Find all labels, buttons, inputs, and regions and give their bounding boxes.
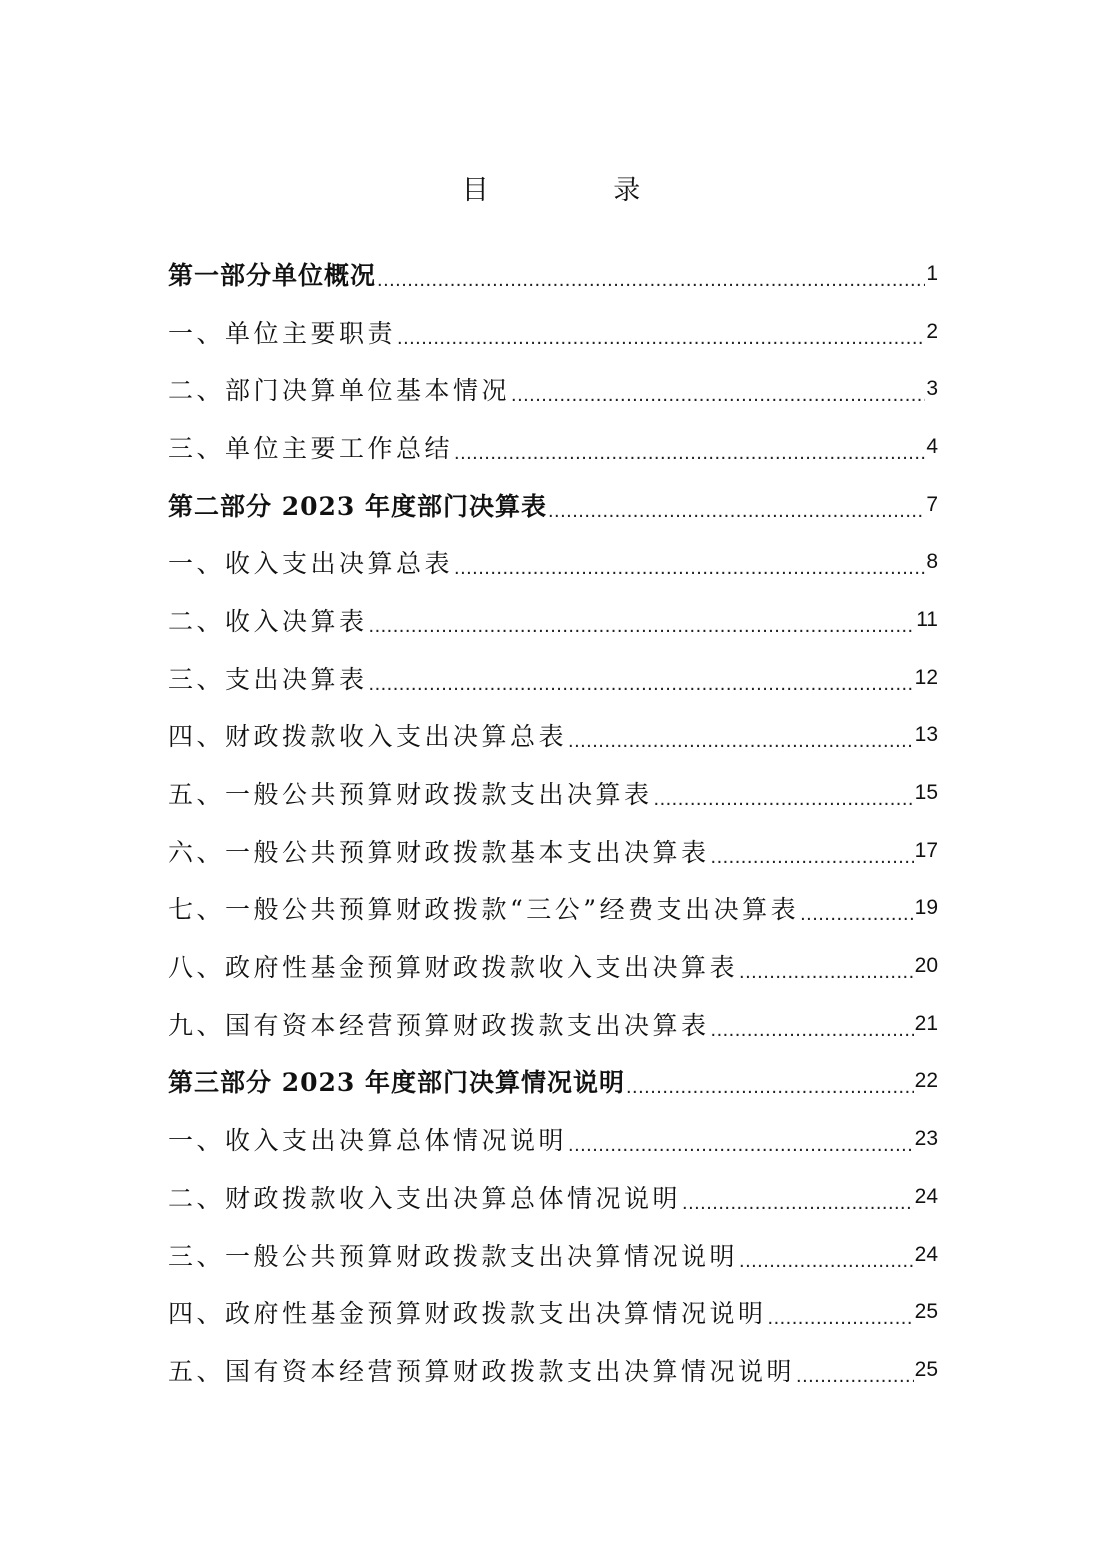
- toc-page-number: 11: [916, 607, 938, 631]
- dot-leader: [739, 962, 914, 982]
- toc-entry-label: 八、政府性基金预算财政拨款收入支出决算表: [168, 953, 739, 983]
- toc-entry[interactable]: [168, 476, 938, 534]
- toc-entry[interactable]: [168, 937, 938, 995]
- toc-entry-label: 四、财政拨款收入支出决算总表: [168, 722, 568, 752]
- toc-page-number: 15: [914, 781, 938, 805]
- toc-entry-label: 第三部分 2023 年度部门决算情况说明: [168, 1068, 625, 1098]
- toc-entry[interactable]: [168, 995, 938, 1053]
- toc-entry-label: 七、一般公共预算财政拨款“三公”经费支出决算表: [168, 895, 800, 925]
- toc-page-number: 25: [914, 1300, 938, 1324]
- toc-entry[interactable]: [168, 360, 938, 418]
- dot-leader: [369, 674, 914, 694]
- page-title: 目 录: [461, 175, 699, 206]
- toc-entry-label: 六、一般公共预算财政拨款基本支出决算表: [168, 837, 710, 867]
- toc-page-number: 17: [914, 838, 938, 862]
- dot-leader: [548, 501, 925, 521]
- dot-leader: [796, 1366, 914, 1386]
- toc-entry[interactable]: [168, 822, 938, 880]
- dot-leader: [397, 328, 925, 348]
- toc-entry[interactable]: [168, 880, 938, 938]
- toc-page-number: 19: [914, 896, 938, 920]
- dot-leader: [739, 1251, 914, 1271]
- toc-page-number: 7: [926, 492, 938, 516]
- toc-entry[interactable]: [168, 1226, 938, 1284]
- toc-entry-label: 第二部分 2023 年度部门决算表: [168, 491, 547, 521]
- toc-entry-label: 第一部分单位概况: [168, 260, 377, 290]
- toc-entry-label: 九、国有资本经营预算财政拨款支出决算表: [168, 1010, 710, 1040]
- toc-entry-label: 二、财政拨款收入支出决算总体情况说明: [168, 1183, 682, 1213]
- toc-page-number: 23: [914, 1127, 938, 1151]
- dot-leader: [454, 558, 925, 578]
- toc-entry-label: 四、政府性基金预算财政拨款支出决算情况说明: [168, 1299, 767, 1329]
- toc-entry-label: 一、收入支出决算总表: [168, 549, 454, 579]
- toc-entry[interactable]: [168, 303, 938, 361]
- toc-page-number: 21: [914, 1011, 938, 1035]
- dot-leader: [454, 443, 925, 463]
- toc-page-number: 20: [914, 954, 938, 978]
- dot-leader: [511, 385, 925, 405]
- toc-entry-label: 二、收入决算表: [168, 606, 368, 636]
- toc-page-number: 4: [926, 434, 938, 458]
- dot-leader: [568, 731, 914, 751]
- dot-leader: [682, 1193, 914, 1213]
- toc-entry-label: 五、一般公共预算财政拨款支出决算表: [168, 780, 653, 810]
- dot-leader: [711, 847, 914, 867]
- dot-leader: [800, 904, 914, 924]
- toc-page-number: 8: [926, 550, 938, 574]
- toc-entry-label: 一、收入支出决算总体情况说明: [168, 1126, 568, 1156]
- toc-entry[interactable]: [168, 533, 938, 591]
- toc-entry[interactable]: [168, 1283, 938, 1341]
- toc-page-number: 25: [914, 1357, 938, 1381]
- toc-entry[interactable]: [168, 591, 938, 649]
- toc-page-number: 3: [926, 377, 938, 401]
- toc-entry[interactable]: [168, 418, 938, 476]
- dot-leader: [377, 270, 925, 290]
- toc-entry-label: 一、单位主要职责: [168, 318, 397, 348]
- toc-entry[interactable]: [168, 649, 938, 707]
- toc-entry-label: 二、部门决算单位基本情况: [168, 376, 511, 406]
- toc-entry[interactable]: [168, 1341, 938, 1399]
- dot-leader: [768, 1308, 914, 1328]
- dot-leader: [568, 1135, 914, 1155]
- toc-entry[interactable]: [168, 707, 938, 765]
- toc-entry[interactable]: [168, 1110, 938, 1168]
- toc-page-number: 1: [926, 261, 938, 285]
- dot-leader: [654, 789, 914, 809]
- toc-page-number: 24: [914, 1184, 938, 1208]
- toc-entry[interactable]: [168, 1053, 938, 1111]
- toc-page-number: 22: [914, 1069, 938, 1093]
- table-of-contents: [168, 245, 938, 1399]
- toc-page-number: 12: [914, 665, 938, 689]
- dot-leader: [626, 1077, 914, 1097]
- dot-leader: [369, 616, 916, 636]
- toc-page-number: 13: [914, 723, 938, 747]
- toc-page-number: 24: [914, 1242, 938, 1266]
- toc-entry-label: 三、单位主要工作总结: [168, 433, 454, 463]
- toc-entry[interactable]: [168, 1168, 938, 1226]
- toc-page-number: 2: [926, 319, 938, 343]
- dot-leader: [711, 1020, 914, 1040]
- toc-entry-label: 五、国有资本经营预算财政拨款支出决算情况说明: [168, 1356, 796, 1386]
- toc-entry-label: 三、一般公共预算财政拨款支出决算情况说明: [168, 1241, 739, 1271]
- toc-entry-label: 三、支出决算表: [168, 664, 368, 694]
- toc-entry[interactable]: [168, 245, 938, 303]
- toc-entry[interactable]: [168, 764, 938, 822]
